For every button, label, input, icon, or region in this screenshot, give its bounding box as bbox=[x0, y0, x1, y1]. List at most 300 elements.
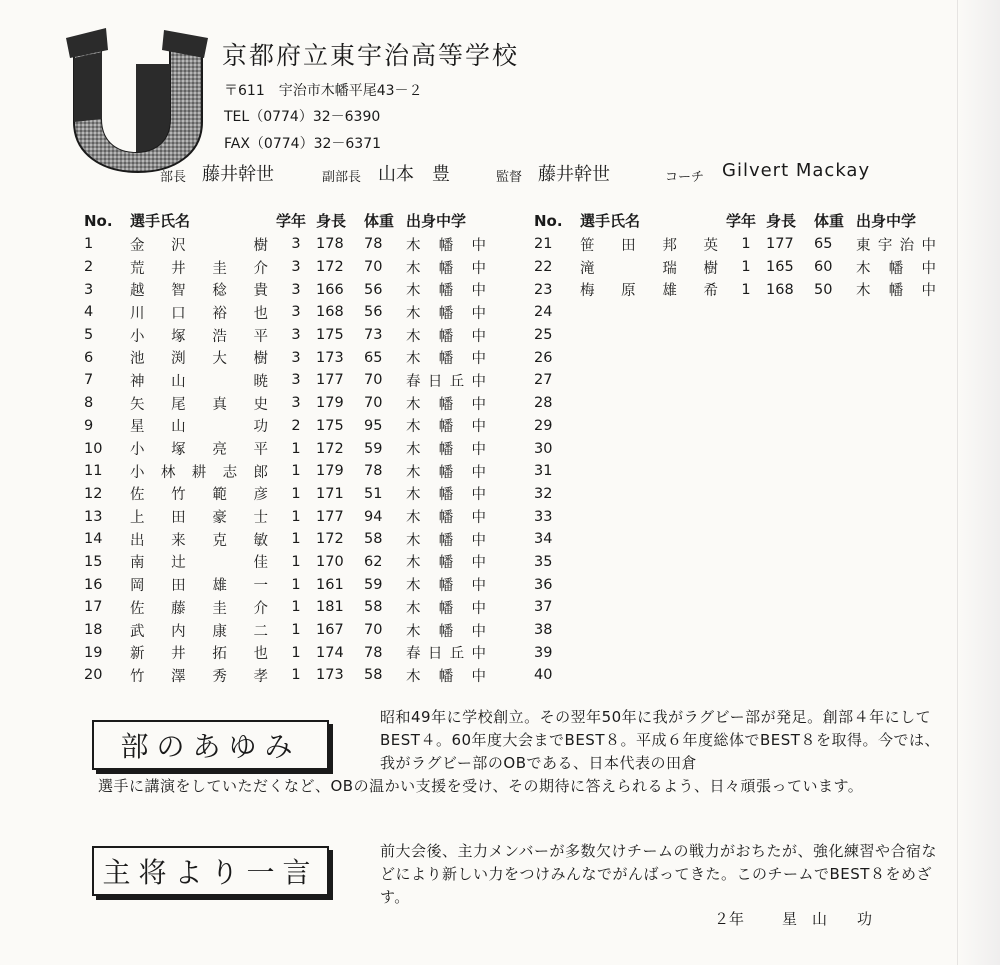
player-height: 172 bbox=[316, 440, 344, 457]
player-no: 8 bbox=[84, 395, 94, 412]
player-name bbox=[580, 346, 726, 369]
player-name: 武内康二 bbox=[130, 623, 268, 640]
player-weight: 59 bbox=[364, 440, 383, 457]
player-school: 木幡中 bbox=[406, 532, 488, 549]
player-weight: 70 bbox=[364, 395, 383, 412]
player-name: 梅原雄希 bbox=[580, 283, 718, 300]
player-school bbox=[856, 415, 938, 438]
player-name: 小塚亮平 bbox=[130, 442, 268, 459]
player-height bbox=[766, 505, 814, 528]
player-height: 172 bbox=[316, 259, 344, 276]
player-school bbox=[856, 369, 938, 392]
player-grade bbox=[726, 346, 766, 369]
player-grade: 1 bbox=[291, 599, 301, 616]
head-role-label: 部長 bbox=[160, 170, 187, 185]
player-grade bbox=[726, 301, 766, 324]
player-no: 30 bbox=[534, 440, 553, 457]
player-height bbox=[766, 596, 814, 619]
player-grade bbox=[726, 641, 766, 664]
player-name: 佐藤圭介 bbox=[130, 600, 268, 617]
player-weight bbox=[814, 505, 856, 528]
player-weight: 95 bbox=[364, 417, 383, 434]
player-height bbox=[766, 346, 814, 369]
history-heading: 部のあゆみ bbox=[92, 720, 329, 770]
player-name bbox=[580, 483, 726, 506]
player-row bbox=[534, 301, 938, 324]
col-header-grade: 学年 bbox=[276, 212, 307, 230]
player-name: 小林耕志郎 bbox=[130, 464, 268, 481]
player-no: 31 bbox=[534, 463, 553, 480]
player-height bbox=[766, 460, 814, 483]
player-grade bbox=[726, 505, 766, 528]
player-name bbox=[580, 528, 726, 551]
player-weight: 60 bbox=[814, 259, 833, 276]
player-school: 木幡中 bbox=[856, 283, 938, 300]
player-row bbox=[534, 483, 938, 506]
player-grade bbox=[726, 619, 766, 642]
player-no: 25 bbox=[534, 327, 553, 344]
player-grade: 1 bbox=[291, 667, 301, 684]
player-weight: 65 bbox=[814, 236, 833, 253]
player-row bbox=[84, 301, 488, 324]
player-school: 木幡中 bbox=[406, 623, 488, 640]
player-no: 7 bbox=[84, 372, 94, 389]
player-name: 矢尾真史 bbox=[130, 396, 268, 413]
player-weight: 56 bbox=[364, 281, 383, 298]
school-logo bbox=[62, 24, 212, 174]
player-weight bbox=[814, 641, 856, 664]
player-height: 171 bbox=[316, 485, 344, 502]
player-height bbox=[766, 437, 814, 460]
player-school: 木幡中 bbox=[406, 328, 488, 345]
player-height: 173 bbox=[316, 349, 344, 366]
player-school: 木幡中 bbox=[406, 305, 488, 322]
player-row bbox=[84, 641, 488, 664]
supervisor-name: 藤井幹世 bbox=[538, 164, 610, 185]
player-no: 11 bbox=[84, 463, 103, 480]
player-school bbox=[856, 301, 938, 324]
player-no: 26 bbox=[534, 349, 553, 366]
player-name bbox=[580, 551, 726, 574]
player-grade: 1 bbox=[291, 622, 301, 639]
player-name bbox=[580, 619, 726, 642]
player-grade: 2 bbox=[291, 417, 301, 434]
page-edge bbox=[957, 0, 1000, 965]
col-header-no: No. bbox=[534, 211, 563, 230]
roster-header-row bbox=[534, 208, 938, 233]
player-height: 173 bbox=[316, 667, 344, 684]
col-header-school: 出身中学 bbox=[406, 212, 467, 230]
player-weight bbox=[814, 664, 856, 687]
player-name: 星山 功 bbox=[130, 419, 268, 436]
player-height: 177 bbox=[316, 372, 344, 389]
player-height: 161 bbox=[316, 576, 344, 593]
supervisor-role-label: 監督 bbox=[496, 170, 523, 185]
player-weight bbox=[814, 437, 856, 460]
player-height bbox=[766, 369, 814, 392]
player-row bbox=[534, 346, 938, 369]
player-grade: 3 bbox=[291, 281, 301, 298]
player-row bbox=[534, 641, 938, 664]
player-grade: 1 bbox=[291, 644, 301, 661]
player-school: 木幡中 bbox=[406, 237, 488, 254]
player-no: 5 bbox=[84, 327, 94, 344]
player-name: 荒井圭介 bbox=[130, 260, 268, 277]
player-school: 春日丘中 bbox=[406, 373, 488, 390]
player-row bbox=[84, 415, 488, 438]
player-row bbox=[534, 415, 938, 438]
player-school bbox=[856, 619, 938, 642]
player-height bbox=[766, 324, 814, 347]
player-height: 177 bbox=[316, 508, 344, 525]
player-row bbox=[534, 324, 938, 347]
player-no: 37 bbox=[534, 599, 553, 616]
player-row bbox=[534, 619, 938, 642]
player-name bbox=[580, 415, 726, 438]
player-row bbox=[84, 346, 488, 369]
player-weight bbox=[814, 392, 856, 415]
col-header-name: 選手氏名 bbox=[130, 212, 191, 230]
player-grade: 3 bbox=[291, 236, 301, 253]
history-text-right: 昭和49年に学校創立。その翌年50年に我がラグビー部が発足。創部４年にしてBEST４。60年度大会までBEST８。平成６年度総体でBEST８を取得。今では、我がラグビー部のOBである、日本代表の田倉 bbox=[380, 708, 940, 772]
player-weight: 70 bbox=[364, 372, 383, 389]
player-height: 166 bbox=[316, 281, 344, 298]
player-row bbox=[534, 233, 938, 256]
player-height bbox=[766, 483, 814, 506]
player-no: 36 bbox=[534, 576, 553, 593]
player-name: 池渕大樹 bbox=[130, 351, 268, 368]
player-name: 佐竹範彦 bbox=[130, 487, 268, 504]
player-height: 179 bbox=[316, 463, 344, 480]
player-weight: 65 bbox=[364, 349, 383, 366]
player-height: 165 bbox=[766, 259, 794, 276]
player-weight bbox=[814, 528, 856, 551]
col-header-school: 出身中学 bbox=[856, 212, 917, 230]
player-name: 神山 暁 bbox=[130, 373, 268, 390]
player-row bbox=[84, 460, 488, 483]
signature-name: 星 山 功 bbox=[782, 910, 873, 928]
player-name bbox=[580, 392, 726, 415]
player-school: 木幡中 bbox=[406, 419, 488, 436]
player-weight: 73 bbox=[364, 327, 383, 344]
player-school: 木幡中 bbox=[406, 283, 488, 300]
player-grade bbox=[726, 324, 766, 347]
player-weight: 56 bbox=[364, 304, 383, 321]
player-no: 18 bbox=[84, 622, 103, 639]
col-header-height: 身長 bbox=[316, 212, 347, 230]
player-no: 24 bbox=[534, 304, 553, 321]
player-grade bbox=[726, 437, 766, 460]
captain-text: 前大会後、主力メンバーが多数欠けチームの戦力がおちたが、強化練習や合宿などにより新しい力をつけみんなでがんばってきた。このチームでBEST８をめざす。 bbox=[380, 842, 937, 906]
player-row bbox=[84, 233, 488, 256]
player-grade: 1 bbox=[291, 553, 301, 570]
player-grade: 3 bbox=[291, 304, 301, 321]
player-grade: 1 bbox=[741, 236, 751, 253]
player-no: 29 bbox=[534, 417, 553, 434]
player-grade bbox=[726, 664, 766, 687]
player-name bbox=[580, 596, 726, 619]
player-grade: 1 bbox=[291, 508, 301, 525]
player-grade bbox=[726, 596, 766, 619]
player-grade: 1 bbox=[741, 281, 751, 298]
player-height: 179 bbox=[316, 395, 344, 412]
player-name bbox=[580, 505, 726, 528]
player-row bbox=[534, 369, 938, 392]
col-header-name: 選手氏名 bbox=[580, 212, 641, 230]
player-no: 17 bbox=[84, 599, 103, 616]
player-school: 木幡中 bbox=[406, 578, 488, 595]
player-row bbox=[534, 392, 938, 415]
player-row bbox=[534, 596, 938, 619]
col-header-height: 身長 bbox=[766, 212, 797, 230]
player-height: 175 bbox=[316, 417, 344, 434]
player-name bbox=[580, 664, 726, 687]
player-weight bbox=[814, 301, 856, 324]
deputy-name: 山本 豊 bbox=[378, 164, 450, 185]
player-school: 春日丘中 bbox=[406, 646, 488, 663]
col-header-no: No. bbox=[84, 211, 113, 230]
player-row bbox=[534, 505, 938, 528]
player-height bbox=[766, 392, 814, 415]
player-height: 167 bbox=[316, 622, 344, 639]
player-name: 金沢 樹 bbox=[130, 237, 268, 254]
player-row bbox=[84, 256, 488, 279]
player-weight bbox=[814, 619, 856, 642]
player-no: 33 bbox=[534, 508, 553, 525]
history-text-wide: 選手に講演をしていただくなど、OBの温かい支援を受け、その期待に答えられるよう、日々頑張っています。 bbox=[98, 777, 864, 795]
player-school bbox=[856, 437, 938, 460]
player-no: 35 bbox=[534, 553, 553, 570]
player-weight bbox=[814, 324, 856, 347]
player-school bbox=[856, 641, 938, 664]
player-school bbox=[856, 505, 938, 528]
player-height bbox=[766, 619, 814, 642]
player-no: 1 bbox=[84, 236, 94, 253]
player-grade bbox=[726, 551, 766, 574]
player-row bbox=[84, 278, 488, 301]
player-grade: 1 bbox=[291, 485, 301, 502]
player-grade bbox=[726, 573, 766, 596]
player-no: 32 bbox=[534, 485, 553, 502]
player-no: 4 bbox=[84, 304, 94, 321]
player-school: 木幡中 bbox=[406, 464, 488, 481]
player-school bbox=[856, 573, 938, 596]
player-height: 170 bbox=[316, 553, 344, 570]
player-no: 14 bbox=[84, 531, 103, 548]
player-row bbox=[534, 664, 938, 687]
player-weight: 51 bbox=[364, 485, 383, 502]
player-no: 13 bbox=[84, 508, 103, 525]
school-name: 京都府立東宇治高等学校 bbox=[222, 41, 520, 70]
player-school: 東宇治中 bbox=[856, 237, 938, 254]
player-no: 15 bbox=[84, 553, 103, 570]
player-grade bbox=[726, 528, 766, 551]
player-no: 2 bbox=[84, 259, 94, 276]
player-school bbox=[856, 483, 938, 506]
player-weight: 94 bbox=[364, 508, 383, 525]
player-name: 滝 瑞樹 bbox=[580, 260, 718, 277]
player-height bbox=[766, 641, 814, 664]
player-weight: 58 bbox=[364, 599, 383, 616]
player-row bbox=[534, 256, 938, 279]
player-row bbox=[84, 551, 488, 574]
player-row bbox=[84, 369, 488, 392]
player-weight: 50 bbox=[814, 281, 833, 298]
player-row bbox=[534, 573, 938, 596]
player-no: 39 bbox=[534, 644, 553, 661]
player-no: 34 bbox=[534, 531, 553, 548]
player-name bbox=[580, 437, 726, 460]
player-height bbox=[766, 528, 814, 551]
player-name: 岡田雄一 bbox=[130, 578, 268, 595]
player-row bbox=[84, 528, 488, 551]
player-school: 木幡中 bbox=[406, 668, 488, 685]
player-grade: 3 bbox=[291, 395, 301, 412]
player-row bbox=[534, 460, 938, 483]
player-weight bbox=[814, 346, 856, 369]
player-weight bbox=[814, 573, 856, 596]
player-height: 177 bbox=[766, 236, 794, 253]
player-weight: 78 bbox=[364, 644, 383, 661]
player-no: 40 bbox=[534, 667, 553, 684]
player-grade: 1 bbox=[291, 531, 301, 548]
coach-role-label: コーチ bbox=[665, 170, 705, 185]
player-height: 181 bbox=[316, 599, 344, 616]
player-grade: 1 bbox=[291, 440, 301, 457]
player-name: 南辻 佳 bbox=[130, 555, 268, 572]
player-name: 川口裕也 bbox=[130, 305, 268, 322]
player-school bbox=[856, 528, 938, 551]
player-school bbox=[856, 551, 938, 574]
player-name bbox=[580, 301, 726, 324]
player-row bbox=[84, 596, 488, 619]
player-row bbox=[84, 392, 488, 415]
player-name bbox=[580, 369, 726, 392]
player-row bbox=[84, 483, 488, 506]
player-name bbox=[580, 573, 726, 596]
player-no: 23 bbox=[534, 281, 553, 298]
player-no: 21 bbox=[534, 236, 553, 253]
signature-grade: ２年 bbox=[714, 910, 745, 928]
player-row bbox=[84, 505, 488, 528]
player-weight bbox=[814, 369, 856, 392]
player-row bbox=[84, 324, 488, 347]
player-school: 木幡中 bbox=[406, 351, 488, 368]
player-weight: 58 bbox=[364, 667, 383, 684]
player-grade: 3 bbox=[291, 327, 301, 344]
captain-heading: 主将より一言 bbox=[92, 846, 329, 896]
player-grade bbox=[726, 483, 766, 506]
player-no: 28 bbox=[534, 395, 553, 412]
player-name bbox=[580, 460, 726, 483]
player-no: 16 bbox=[84, 576, 103, 593]
player-height bbox=[766, 415, 814, 438]
player-row bbox=[84, 437, 488, 460]
player-weight: 59 bbox=[364, 576, 383, 593]
player-name: 竹澤秀孝 bbox=[130, 668, 268, 685]
player-weight: 58 bbox=[364, 531, 383, 548]
player-grade bbox=[726, 415, 766, 438]
player-school bbox=[856, 596, 938, 619]
player-weight bbox=[814, 460, 856, 483]
player-weight: 78 bbox=[364, 463, 383, 480]
col-header-weight: 体重 bbox=[364, 212, 395, 230]
player-height bbox=[766, 551, 814, 574]
player-height: 178 bbox=[316, 236, 344, 253]
player-school: 木幡中 bbox=[406, 442, 488, 459]
player-no: 10 bbox=[84, 440, 103, 457]
player-no: 19 bbox=[84, 644, 103, 661]
player-school bbox=[856, 324, 938, 347]
player-weight bbox=[814, 415, 856, 438]
player-grade: 1 bbox=[741, 259, 751, 276]
player-grade: 3 bbox=[291, 259, 301, 276]
player-weight bbox=[814, 483, 856, 506]
player-school: 木幡中 bbox=[406, 510, 488, 527]
player-grade: 1 bbox=[291, 463, 301, 480]
player-height: 174 bbox=[316, 644, 344, 661]
coach-name: Gilvert Mackay bbox=[722, 160, 871, 181]
player-school: 木幡中 bbox=[406, 260, 488, 277]
player-school: 木幡中 bbox=[406, 600, 488, 617]
player-no: 12 bbox=[84, 485, 103, 502]
player-height: 172 bbox=[316, 531, 344, 548]
player-weight bbox=[814, 596, 856, 619]
player-no: 22 bbox=[534, 259, 553, 276]
player-grade bbox=[726, 369, 766, 392]
player-no: 9 bbox=[84, 417, 94, 434]
player-name: 越智稔貴 bbox=[130, 283, 268, 300]
school-tel: TEL（0774）32－6390 bbox=[224, 109, 381, 125]
player-name: 出来克敏 bbox=[130, 532, 268, 549]
player-grade: 3 bbox=[291, 349, 301, 366]
player-name: 新井拓也 bbox=[130, 646, 268, 663]
school-postal-address: 〒611 宇治市木幡平尾43－２ bbox=[224, 83, 423, 99]
player-row bbox=[84, 573, 488, 596]
roster-header-row bbox=[84, 208, 488, 233]
player-row bbox=[534, 528, 938, 551]
player-weight: 62 bbox=[364, 553, 383, 570]
player-row bbox=[84, 619, 488, 642]
player-weight: 70 bbox=[364, 622, 383, 639]
deputy-role-label: 副部長 bbox=[322, 170, 362, 185]
player-row bbox=[534, 437, 938, 460]
player-no: 3 bbox=[84, 281, 94, 298]
player-no: 27 bbox=[534, 372, 553, 389]
player-weight bbox=[814, 551, 856, 574]
head-name: 藤井幹世 bbox=[202, 164, 274, 185]
player-school: 木幡中 bbox=[406, 487, 488, 504]
player-height: 175 bbox=[316, 327, 344, 344]
school-fax: FAX（0774）32－6371 bbox=[224, 136, 382, 152]
player-name bbox=[580, 641, 726, 664]
player-grade bbox=[726, 392, 766, 415]
player-school: 木幡中 bbox=[856, 260, 938, 277]
player-grade: 3 bbox=[291, 372, 301, 389]
player-no: 20 bbox=[84, 667, 103, 684]
player-row bbox=[534, 551, 938, 574]
player-school bbox=[856, 460, 938, 483]
player-school: 木幡中 bbox=[406, 396, 488, 413]
player-name: 小塚浩平 bbox=[130, 328, 268, 345]
player-row bbox=[84, 664, 488, 687]
player-weight: 78 bbox=[364, 236, 383, 253]
staff-line bbox=[0, 160, 1000, 190]
col-header-grade: 学年 bbox=[726, 212, 757, 230]
player-grade: 1 bbox=[291, 576, 301, 593]
player-school: 木幡中 bbox=[406, 555, 488, 572]
player-no: 6 bbox=[84, 349, 94, 366]
